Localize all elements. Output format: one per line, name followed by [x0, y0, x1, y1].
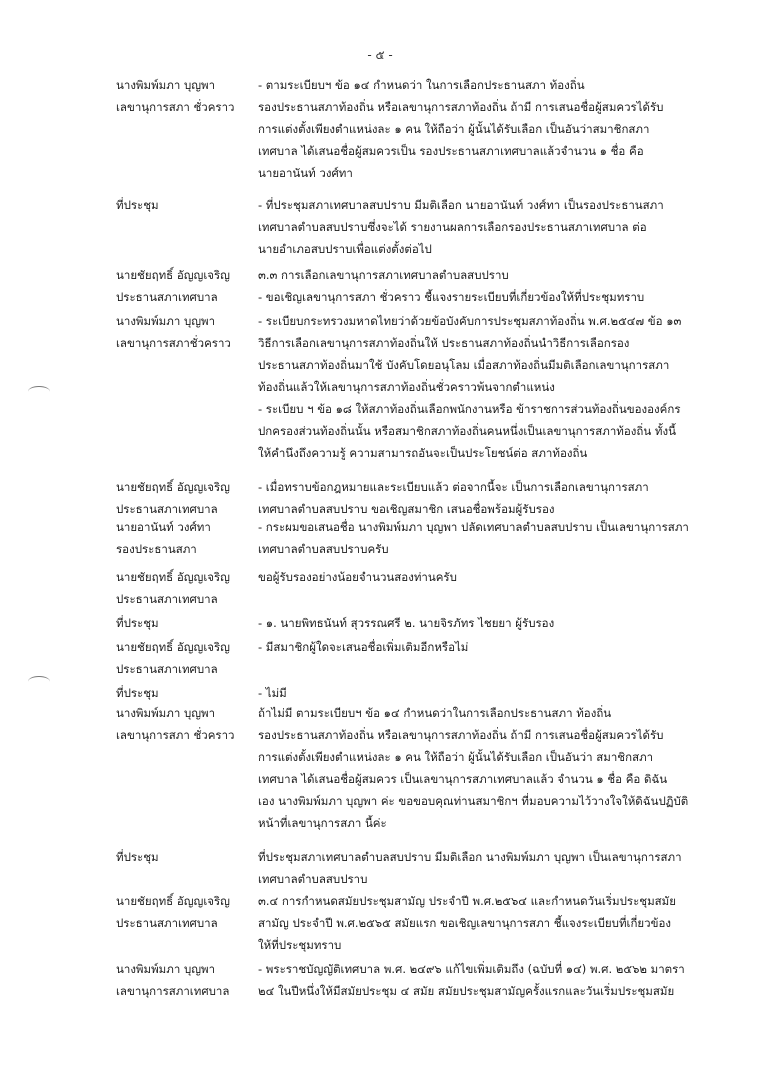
speech-text	[258, 516, 718, 560]
speech-text	[258, 846, 718, 890]
speech-text	[258, 702, 718, 834]
speaker-line: นายชัยฤทธิ์ อัญญเจริญ	[116, 640, 230, 654]
speaker-name	[116, 516, 256, 560]
speech-line: - พระราชบัญญัติเทศบาล พ.ศ. ๒๔๙๖ แก้ไขเพิ่มเติมถึง (ฉบับที่ ๑๔) พ.ศ. ๒๕๖๒ มาตรา	[258, 962, 685, 976]
speech-line: เทศบาลตำบลสบปราบครับ	[258, 542, 389, 556]
speech-line: ปกครองส่วนท้องถิ่นนั้น หรือสมาชิกสภาท้องถิ่นคนหนึ่งเป็นเลขานุการสภาท้องถิ่น ทั้งนี้	[258, 424, 676, 438]
speech-line: เทศบาลตำบลสบปราบซึ่งจะได้ รายงานผลการเลือกรองประธานสภาเทศบาล ต่อ	[258, 220, 647, 234]
speaker-name	[116, 682, 256, 704]
speech-text	[258, 310, 718, 464]
speaker-name	[116, 702, 256, 746]
speech-line: - กระผมขอเสนอชื่อ นางพิมพ์มภา บุญพา ปลัดเทศบาลตำบลสบปราบ เป็นเลขานุการสภา	[258, 520, 689, 534]
speech-line: เทศบาล ได้เสนอชื่อผู้สมควรเป็น รองประธานสภาเทศบาลแล้วจำนวน ๑ ชื่อ คือ	[258, 144, 644, 158]
speaker-line: นายอานันท์ วงศ์ทา	[116, 520, 211, 534]
speech-line: - ๑. นายพิทธนันท์ สุวรรณศรี ๒. นายจิรภัทร ไชยยา ผู้รับรอง	[258, 616, 555, 630]
speech-line: เทศบาล ได้เสนอชื่อผู้สมควร เป็นเลขานุการสภาเทศบาลแล้ว จำนวน ๑ ชื่อ คือ ดิฉัน	[258, 772, 668, 786]
speaker-line: นางพิมพ์มภา บุญพา	[116, 962, 216, 976]
speech-line: หน้าที่เลขานุการสภา นี้ค่ะ	[258, 816, 387, 830]
speaker-line: รองประธานสภา	[116, 542, 197, 556]
speech-line: - ไม่มี	[258, 686, 287, 700]
speech-line: ๓.๓ การเลือกเลขานุการสภาเทศบาลตำบลสบปราบ	[258, 268, 509, 282]
speech-line: เทศบาลตำบลสบปราบ ขอเชิญสมาชิก เสนอชื่อพร้อมผู้รับรอง	[258, 502, 555, 516]
speaker-line: นายชัยฤทธิ์ อัญญเจริญ	[116, 570, 230, 584]
speaker-line: นายชัยฤทธิ์ อัญญเจริญ	[116, 268, 230, 282]
speaker-line: ประธานสภาเทศบาล	[116, 662, 218, 676]
speaker-name	[116, 194, 256, 216]
speech-line: - เมื่อทราบข้อกฎหมายและระเบียบแล้ว ต่อจากนี้จะ เป็นการเลือกเลขานุการสภา	[258, 480, 649, 494]
speech-line: ให้คำนึงถึงความรู้ ความสามารถอันจะเป็นประโยชน์ต่อ สภาท้องถิ่น	[258, 446, 588, 460]
speaker-line: นายชัยฤทธิ์ อัญญเจริญ	[116, 480, 230, 494]
speech-line: - ระเบียบ ฯ ข้อ ๑๘ ให้สภาท้องถิ่นเลือกพนักงานหรือ ข้าราชการส่วนท้องถิ่นขององค์กร	[258, 402, 681, 416]
speaker-line: เลขานุการสภา ชั่วคราว	[116, 100, 235, 114]
speech-line: - ตามระเบียบฯ ข้อ ๑๔ กำหนดว่า ในการเลือกประธานสภา ท้องถิ่น	[258, 78, 585, 92]
speaker-name	[116, 612, 256, 634]
speech-line: วิธีการเลือกเลขานุการสภาท้องถิ่นให้ ประธานสภาท้องถิ่นนำวิธีการเลือกรอง	[258, 336, 630, 350]
speaker-line: นางพิมพ์มภา บุญพา	[116, 314, 216, 328]
margin-pencil-mark	[28, 386, 50, 397]
speaker-name	[116, 566, 256, 610]
speaker-line: ที่ประชุม	[116, 686, 159, 700]
speaker-line: เลขานุการสภา ชั่วคราว	[116, 728, 235, 742]
speech-line: ถ้าไม่มี ตามระเบียบฯ ข้อ ๑๔ กำหนดว่าในการเลือกประธานสภา ท้องถิ่น	[258, 706, 612, 720]
speech-text	[258, 74, 718, 184]
speaker-name	[116, 846, 256, 868]
speech-line: ท้องถิ่นแล้วให้เลขานุการสภาท้องถิ่นชั่วคราวพ้นจากตำแหน่ง	[258, 380, 555, 394]
speech-line: รองประธานสภาท้องถิ่น หรือเลขานุการสภาท้องถิ่น ถ้ามี การเสนอชื่อผู้สมควรได้รับ	[258, 100, 664, 114]
speech-line: ที่ประชุมสภาเทศบาลตำบลสบปราบ มีมติเลือก นางพิมพ์มภา บุญพา เป็นเลขานุการสภา	[258, 850, 682, 864]
speaker-name	[116, 890, 256, 934]
speaker-name	[116, 476, 256, 520]
speaker-name	[116, 310, 256, 354]
speaker-line: เลขานุการสภาชั่วคราว	[116, 336, 231, 350]
speech-line: - ระเบียบกระทรวงมหาดไทยว่าด้วยข้อบังคับการประชุมสภาท้องถิ่น พ.ศ.๒๕๔๗ ข้อ ๑๓	[258, 314, 682, 328]
speaker-line: ที่ประชุม	[116, 616, 159, 630]
speech-text	[258, 194, 718, 260]
speech-line: ๓.๔ การกำหนดสมัยประชุมสามัญ ประจำปี พ.ศ.๒๕๖๔ และกำหนดวันเริ่มประชุมสมัย	[258, 894, 676, 908]
speech-line: การแต่งตั้งเพียงตำแหน่งละ ๑ คน ให้ถือว่า ผู้นั้นได้รับเลือก เป็นอันว่า สมาชิกสภา	[258, 750, 654, 764]
speaker-line: ที่ประชุม	[116, 850, 159, 864]
speaker-name	[116, 74, 256, 118]
speech-line: นายอำเภอสบปราบเพื่อแต่งตั้งต่อไป	[258, 242, 432, 256]
speech-line: ประธานสภาท้องถิ่นมาใช้ บังคับโดยอนุโลม เมื่อสภาท้องถิ่นมีมติเลือกเลขานุการสภา	[258, 358, 670, 372]
speech-line: ๒๔ ในปีหนึ่งให้มีสมัยประชุม ๔ สมัย สมัยประชุมสามัญครั้งแรกและวันเริ่มประชุมสมัย	[258, 984, 675, 998]
speaker-line: นางพิมพ์มภา บุญพา	[116, 78, 216, 92]
speech-text	[258, 890, 718, 956]
speaker-line: ที่ประชุม	[116, 198, 159, 212]
speech-line: การแต่งตั้งเพียงตำแหน่งละ ๑ คน ให้ถือว่า ผู้นั้นได้รับเลือก เป็นอันว่าสมาชิกสภา	[258, 122, 650, 136]
speaker-line: ประธานสภาเทศบาล	[116, 592, 218, 606]
speech-text	[258, 566, 718, 588]
speaker-line: เลขานุการสภาเทศบาล	[116, 984, 230, 998]
speaker-name	[116, 958, 256, 1002]
speech-line: สามัญ ประจำปี พ.ศ.๒๕๖๕ สมัยแรก ขอเชิญเลขานุการสภา ชี้แจงระเบียบที่เกี่ยวข้อง	[258, 916, 672, 930]
speech-text	[258, 612, 718, 634]
speaker-line: ประธานสภาเทศบาล	[116, 290, 218, 304]
speech-text	[258, 476, 718, 520]
speech-text	[258, 264, 718, 308]
speaker-name	[116, 264, 256, 308]
speech-line: ขอผู้รับรองอย่างน้อยจำนวนสองท่านครับ	[258, 570, 457, 584]
speech-line: รองประธานสภาท้องถิ่น หรือเลขานุการสภาท้องถิ่น ถ้ามี การเสนอชื่อผู้สมควรได้รับ	[258, 728, 664, 742]
speech-text	[258, 636, 718, 658]
speaker-line: นางพิมพ์มภา บุญพา	[116, 706, 216, 720]
speech-line: - ที่ประชุมสภาเทศบาลสบปราบ มีมติเลือก นายอานันท์ วงศ์ทา เป็นรองประธานสภา	[258, 198, 664, 212]
page-number: - ๕ -	[367, 48, 393, 62]
speech-line: เทศบาลตำบลสบปราบ	[258, 872, 368, 886]
speaker-line: ประธานสภาเทศบาล	[116, 916, 218, 930]
margin-pencil-mark	[28, 676, 50, 687]
speaker-name	[116, 636, 256, 680]
speech-text	[258, 958, 718, 1002]
speaker-line: ประธานสภาเทศบาล	[116, 502, 218, 516]
speech-line: ให้ที่ประชุมทราบ	[258, 938, 342, 952]
speech-line: - มีสมาชิกผู้ใดจะเสนอชื่อเพิ่มเติมอีกหรือไม่	[258, 640, 469, 654]
speech-line: - ขอเชิญเลขานุการสภา ชั่วคราว ชี้แจงรายระเบียบที่เกี่ยวข้องให้ที่ประชุมทราบ	[258, 290, 645, 304]
speech-line: นายอานันท์ วงศ์ทา	[258, 166, 353, 180]
speaker-line: นายชัยฤทธิ์ อัญญเจริญ	[116, 894, 230, 908]
speech-text	[258, 682, 718, 704]
speech-line: เอง นางพิมพ์มภา บุญพา ค่ะ ขอขอบคุณท่านสมาชิกฯ ที่มอบความไว้วางใจให้ดิฉันปฏิบัติ	[258, 794, 689, 808]
